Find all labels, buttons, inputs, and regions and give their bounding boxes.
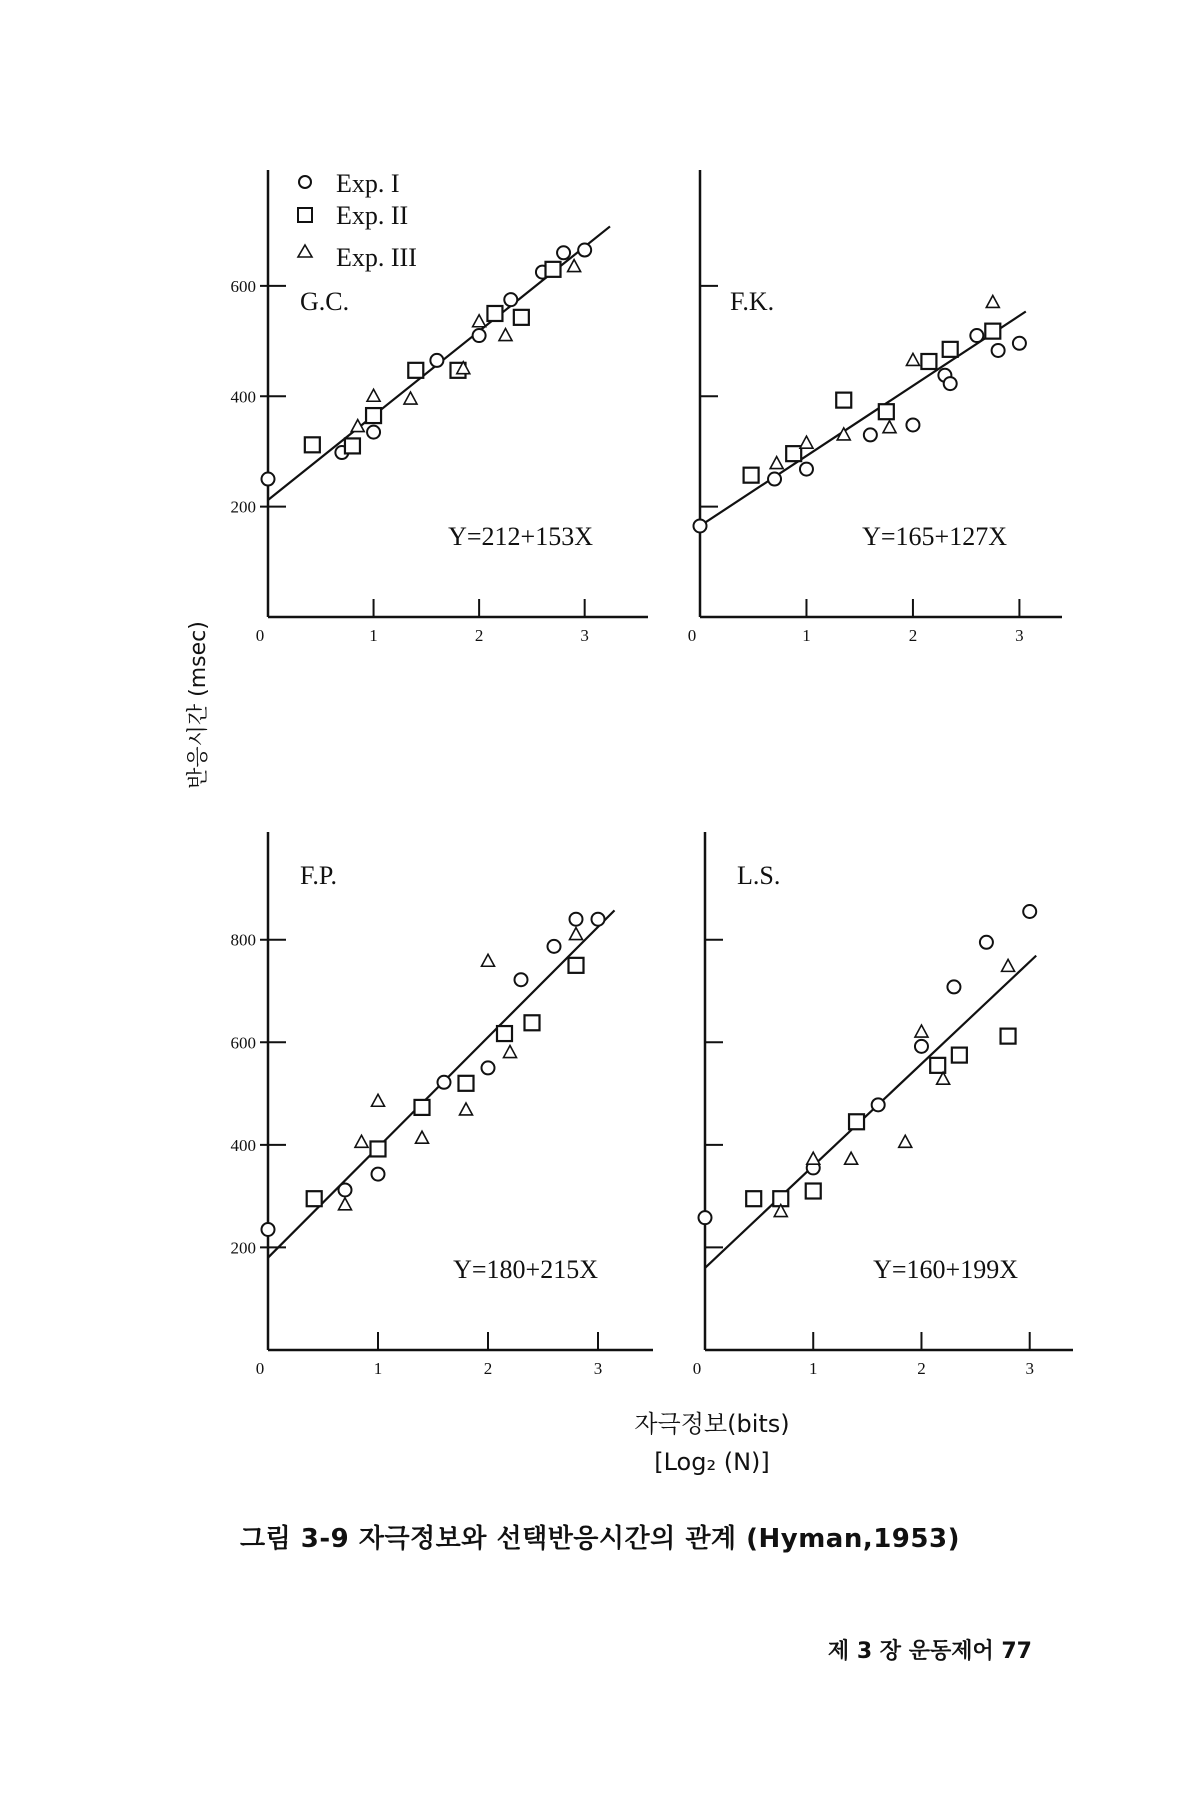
data-point-triangle [416, 1131, 429, 1143]
x-tick-label: 0 [692, 1359, 702, 1378]
data-point-square [459, 1076, 474, 1091]
regression-equation: Y=165+127X [862, 522, 1007, 551]
data-point-triangle [504, 1046, 517, 1058]
data-point-circle [473, 329, 486, 342]
x-tick-label: 2 [908, 626, 918, 645]
data-point-circle [970, 329, 983, 342]
data-point-square [415, 1100, 430, 1115]
x-tick-label: 3 [593, 1359, 603, 1378]
x-tick-label: 1 [369, 626, 378, 645]
data-point-square [746, 1191, 761, 1206]
data-point-triangle [1002, 959, 1015, 971]
data-point-triangle [372, 1094, 385, 1106]
data-point-circle [592, 913, 605, 926]
data-point-circle [1013, 337, 1026, 350]
data-point-triangle [404, 392, 417, 404]
data-point-circle [864, 428, 877, 441]
data-point-circle [768, 473, 781, 486]
chart-panel-1 [231, 170, 649, 645]
legend-square-marker [298, 208, 312, 222]
data-point-circle [1023, 905, 1036, 918]
y-axis-label: 반응시간 (msec) [186, 621, 211, 789]
data-point-triangle [807, 1152, 820, 1164]
x-tick-label: 2 [917, 1359, 926, 1378]
x-tick-label: 3 [580, 626, 589, 645]
data-point-triangle [915, 1025, 928, 1037]
x-tick-label: 0 [255, 626, 265, 645]
legend-entry-exp-3: Exp. III [336, 243, 417, 272]
data-point-square [921, 354, 936, 369]
data-point-triangle [482, 954, 495, 966]
data-point-circle [570, 913, 583, 926]
data-point-circle [367, 426, 380, 439]
y-tick-label: 800 [230, 930, 256, 950]
data-point-triangle [499, 329, 512, 341]
regression-line [700, 311, 1026, 525]
data-point-circle [548, 940, 561, 953]
data-point-circle [557, 246, 570, 259]
legend-entry-exp-2: Exp. II [336, 201, 409, 230]
data-point-triangle [568, 260, 581, 272]
data-point-square [345, 438, 360, 453]
y-tick-label: 600 [230, 1033, 256, 1053]
data-point-square [849, 1114, 864, 1129]
y-tick-label: 600 [230, 276, 256, 296]
legend-circle-marker [299, 176, 311, 188]
data-point-circle [800, 463, 813, 476]
data-point-circle [438, 1076, 451, 1089]
x-tick-label: 0 [255, 1359, 265, 1378]
data-point-square [366, 408, 381, 423]
regression-equation: Y=180+215X [453, 1255, 598, 1284]
panel-subject-label: F.K. [730, 287, 775, 316]
data-point-circle [504, 293, 517, 306]
panel-subject-label: L.S. [737, 861, 781, 890]
data-point-square [836, 393, 851, 408]
data-point-triangle [355, 1135, 368, 1147]
data-point-circle [980, 936, 993, 949]
figure-panels [231, 170, 1074, 1378]
data-point-square [952, 1048, 967, 1063]
data-point-circle [515, 973, 528, 986]
data-point-circle [699, 1211, 712, 1224]
x-tick-label: 3 [1025, 1359, 1034, 1378]
legend [298, 169, 417, 272]
data-point-triangle [906, 353, 919, 365]
chart-panel-3 [231, 832, 654, 1378]
data-point-circle [339, 1183, 352, 1196]
data-point-square [305, 437, 320, 452]
x-axis-label: 자극정보(bits) [634, 1410, 790, 1438]
data-point-triangle [473, 315, 486, 327]
data-point-triangle [570, 928, 583, 940]
data-point-triangle [367, 389, 380, 401]
data-point-triangle [986, 295, 999, 307]
panel-subject-label: G.C. [300, 287, 350, 316]
data-point-circle [992, 344, 1005, 357]
x-axis-label-log: [Log₂ (N)] [654, 1448, 770, 1476]
data-point-square [546, 262, 561, 277]
legend-entry-exp-1: Exp. I [336, 169, 400, 198]
x-tick-label: 0 [687, 626, 697, 645]
data-point-square [514, 310, 529, 325]
data-point-square [408, 363, 423, 378]
regression-equation: Y=212+153X [448, 522, 593, 551]
data-point-circle [482, 1061, 495, 1074]
data-point-circle [694, 519, 707, 532]
data-point-triangle [845, 1152, 858, 1164]
data-point-square [497, 1026, 512, 1041]
data-point-square [487, 306, 502, 321]
data-point-triangle [883, 421, 896, 433]
data-point-triangle [800, 436, 813, 448]
legend-triangle-marker [298, 245, 312, 257]
data-point-square [879, 404, 894, 419]
figure-caption: 그림 3-9 자극정보와 선택반응시간의 관계 (Hyman,1953) [240, 1524, 960, 1554]
data-point-triangle [937, 1072, 950, 1084]
data-point-circle [872, 1098, 885, 1111]
data-point-circle [915, 1040, 928, 1053]
data-point-square [806, 1184, 821, 1199]
y-tick-label: 200 [230, 497, 256, 517]
data-point-triangle [899, 1135, 912, 1147]
data-point-square [525, 1015, 540, 1030]
data-point-circle [430, 354, 443, 367]
data-point-square [985, 324, 1000, 339]
y-tick-label: 400 [230, 1135, 256, 1155]
data-point-circle [944, 377, 957, 390]
regression-equation: Y=160+199X [873, 1255, 1018, 1284]
data-point-square [1001, 1029, 1016, 1044]
data-point-square [930, 1058, 945, 1073]
x-tick-label: 3 [1015, 626, 1024, 645]
data-point-circle [947, 980, 960, 993]
page-footer: 제 3 장 운동제어 77 [827, 1639, 1032, 1664]
x-tick-label: 1 [802, 626, 811, 645]
data-point-triangle [770, 457, 783, 469]
data-point-square [943, 342, 958, 357]
x-tick-label: 2 [474, 626, 484, 645]
data-point-square [569, 958, 584, 973]
data-point-circle [906, 418, 919, 431]
x-tick-label: 2 [483, 1359, 493, 1378]
data-point-square [744, 468, 759, 483]
data-point-circle [578, 244, 591, 257]
data-point-circle [262, 473, 275, 486]
x-tick-label: 1 [373, 1359, 383, 1378]
regression-line [705, 956, 1036, 1268]
x-tick-label: 1 [808, 1359, 818, 1378]
panel-subject-label: F.P. [300, 861, 337, 890]
data-point-circle [262, 1223, 275, 1236]
data-point-square [307, 1191, 322, 1206]
data-point-triangle [339, 1198, 352, 1210]
y-tick-label: 400 [230, 387, 256, 407]
data-point-square [371, 1141, 386, 1156]
data-point-triangle [460, 1103, 473, 1115]
data-point-circle [372, 1168, 385, 1181]
y-tick-label: 200 [230, 1238, 256, 1258]
chart-panel-4 [693, 832, 1073, 1378]
chart-panel-2 [688, 170, 1062, 645]
